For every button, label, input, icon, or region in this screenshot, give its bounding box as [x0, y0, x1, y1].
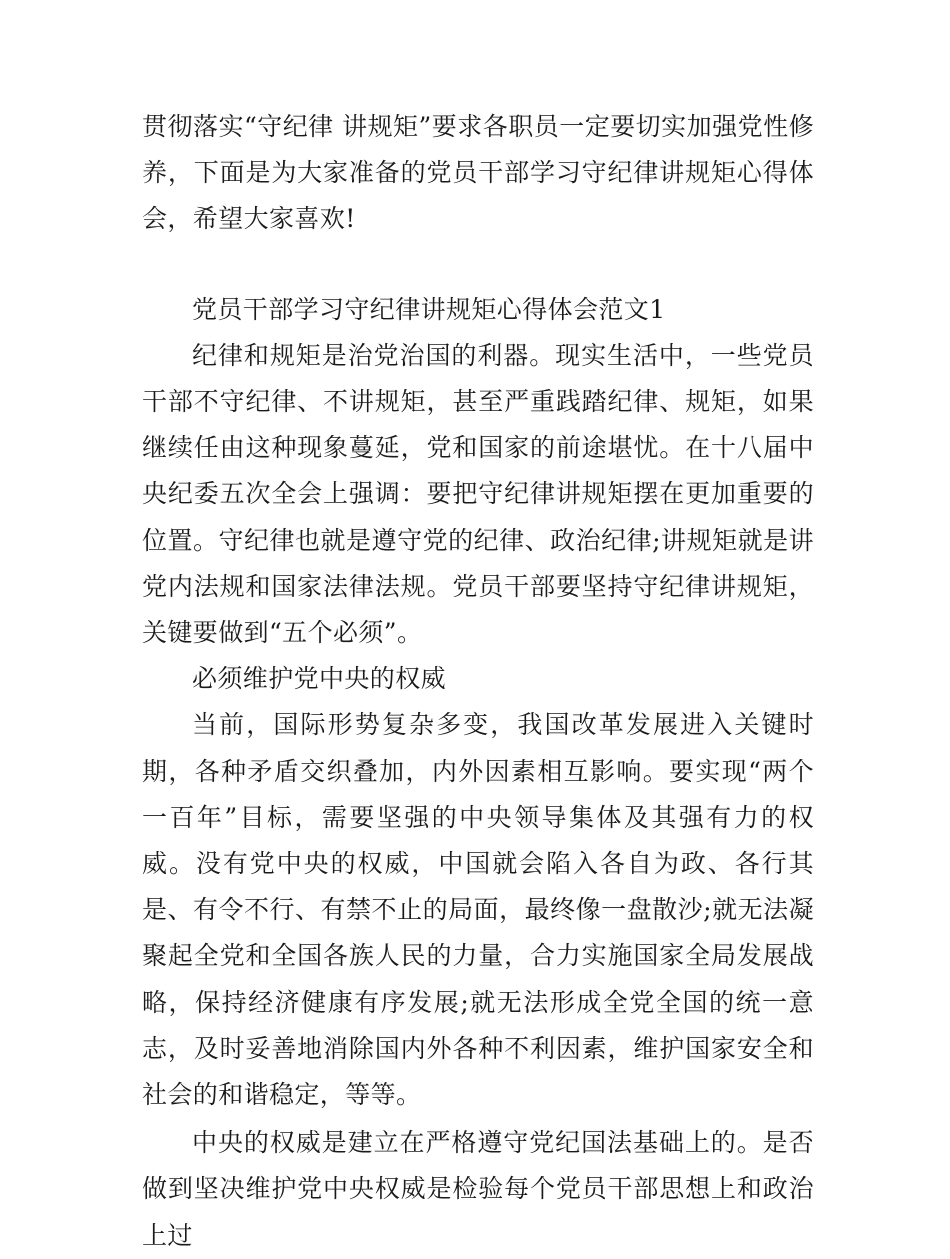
document-body — [142, 104, 814, 1259]
body-paragraph-2: 当前，国际形势复杂多变，我国改革发展进入关键时期，各种矛盾交织叠加，内外因素相互影响。要实现“两个一百年”目标，需要坚强的中央领导集体及其强有力的权威。没有党中央的权威，中国就会陷入各自为政、各行其是、有令不行、有禁不止的局面，最终像一盘散沙;就无法凝聚起全党和全国各族人民的力量，合力实施国家全局发展战略，保持经济健康有序发展;就无法形成全党全国的统一意志，及时妥善地消除国内外各种不利因素，维护国家安全和社会的和谐稳定，等等。 — [142, 710, 814, 1110]
body-paragraph-1: 纪律和规矩是治党治国的利器。现实生活中，一些党员干部不守纪律、不讲规矩，甚至严重践踏纪律、规矩，如果继续任由这种现象蔓延，党和国家的前途堪忧。在十八届中央纪委五次全会上强调：要把守纪律讲规矩摆在更加重要的位置。守纪律也就是遵守党的纪律、政治纪律;讲规矩就是讲党内法规和国家法律法规。党员干部要坚持守纪律讲规矩，关键要做到“五个必须”。 — [142, 340, 814, 648]
section-title: 党员干部学习守纪律讲规矩心得体会范文1 — [192, 294, 666, 324]
subheading-1: 必须维护党中央的权威 — [192, 664, 447, 694]
intro-paragraph: 贯彻落实“守纪律 讲规矩”要求各职员一定要切实加强党性修养，下面是为大家准备的党员干部学习守纪律讲规矩心得体会，希望大家喜欢! — [142, 112, 814, 234]
body-paragraph-3: 中央的权威是建立在严格遵守党纪国法基础上的。是否做到坚决维护党中央权威是检验每个党员干部思想上和政治上过 — [142, 1128, 814, 1250]
